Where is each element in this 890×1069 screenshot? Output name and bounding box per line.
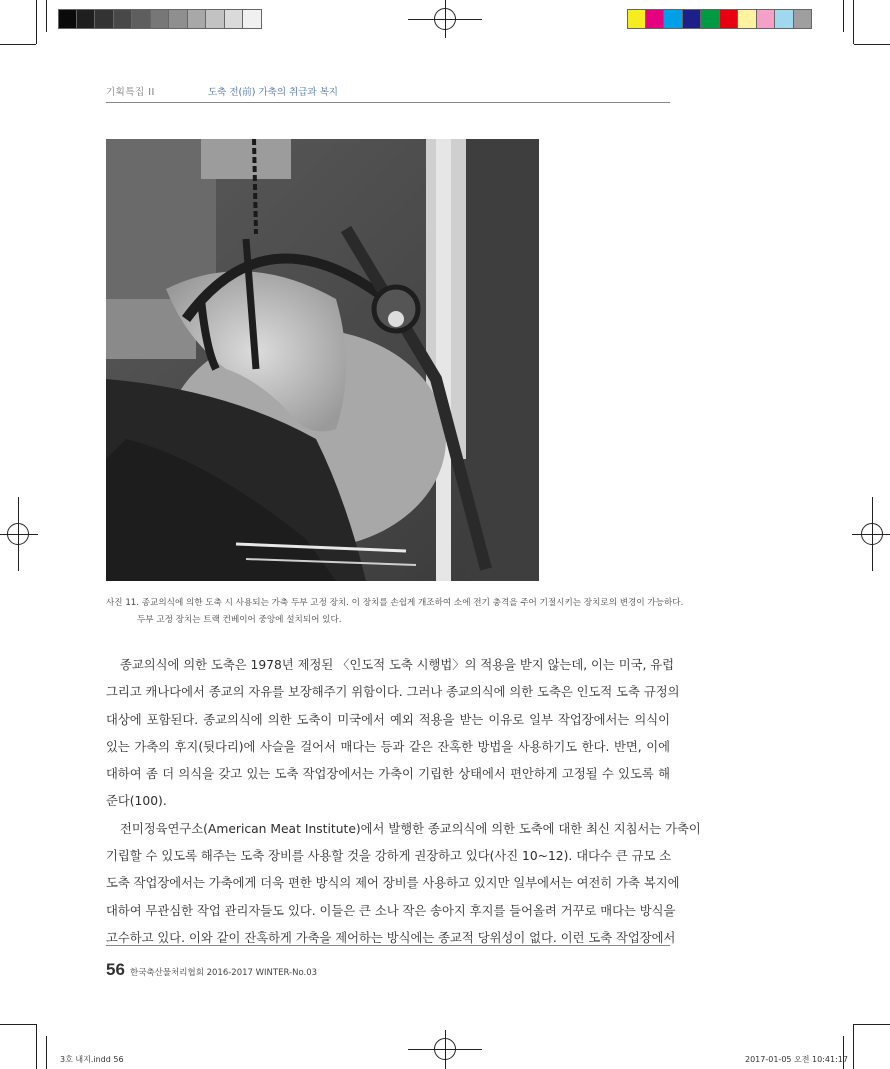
crop-mark-top-right-h: [854, 44, 890, 45]
gray-swatch: [169, 10, 188, 28]
crop-mark-top-left-v: [36, 0, 37, 44]
body-line: 도축 작업장에서는 가축에게 더욱 편한 방식의 제어 장비를 사용하고 있지만 일부에서는 여전히 가축 복지에: [106, 876, 680, 891]
color-swatch: [775, 10, 794, 28]
color-swatch: [738, 10, 757, 28]
publication-info: 한국축산물처리협회 2016-2017 WINTER-No.03: [130, 968, 318, 978]
color-swatch: [683, 10, 702, 28]
gray-swatch: [206, 10, 225, 28]
body-line: 대하여 무관심한 작업 관리자들도 있다. 이들은 큰 소나 작은 송아지 후지를 들어올려 거꾸로 매다는 방식을: [106, 903, 676, 918]
grayscale-color-bar: [58, 9, 262, 29]
crop-mark-top-left-h: [0, 44, 36, 45]
body-line: 고수하고 있다. 이와 같이 잔혹하게 가축을 제어하는 방식에는 종교적 당위성이 없다. 이런 도축 작업장에서: [106, 930, 676, 945]
crop-mark-bottom-left-v: [36, 1024, 37, 1069]
body-line: 대상에 포함된다. 종교의식에 의한 도축이 미국에서 예외 적용을 받는 이유로 일부 작업장에서는 의식이: [106, 712, 670, 727]
crop-mark-bottom-right-v: [853, 1024, 854, 1069]
gray-swatch: [188, 10, 207, 28]
running-title: 도축 전(前) 가축의 취급과 복지: [208, 87, 338, 98]
slug-filename: 3호 내지.indd 56: [60, 1055, 124, 1064]
crop-mark-bottom-left-v2: [46, 1036, 47, 1069]
color-swatch: [701, 10, 720, 28]
cattle-head-restraint-photo: [106, 139, 539, 581]
crop-mark-bottom-left-h: [0, 1024, 36, 1025]
caption-line-2: 두부 고정 장치는 트랙 컨베이어 중앙에 설치되어 있다.: [137, 615, 342, 625]
body-line: 준다(100).: [106, 794, 167, 809]
caption-line-1: 사진 11. 종교의식에 의한 도축 시 사용되는 가축 두부 고정 장치. 이 장치를 손쉽게 개조하여 소에 전기 충격을 주어 기절시키는 장치로의 변경이 가능하다.: [106, 598, 684, 608]
body-line: 전미정육연구소(American Meat Institute)에서 발행한 종교의식에 의한 도축에 대한 최신 지침서는 가축이: [120, 821, 701, 836]
section-label: 기획특집 II: [106, 87, 155, 98]
gray-swatch: [151, 10, 170, 28]
crop-mark-top-left-v2: [46, 0, 47, 32]
crop-mark-top-right-v2: [843, 0, 844, 32]
gray-swatch: [77, 10, 96, 28]
article-body: [106, 652, 701, 952]
body-line: 종교의식에 의한 도축은 1978년 제정된 〈인도적 도축 시행법〉의 적용을 받지 않는데, 이는 미국, 유럽: [120, 658, 675, 672]
gray-swatch: [243, 10, 262, 28]
gray-swatch: [114, 10, 133, 28]
header-divider: [106, 102, 670, 103]
body-line: 있는 가축의 후지(뒷다리)에 사슬을 걸어서 매다는 등과 같은 잔혹한 방법을 사용하기도 한다. 반면, 이에: [106, 739, 670, 754]
color-swatch: [664, 10, 683, 28]
footer-divider: [106, 945, 670, 946]
crop-mark-top-right-v: [853, 0, 854, 44]
gray-swatch: [58, 10, 77, 28]
figure-caption: [106, 595, 686, 629]
color-swatch: [757, 10, 776, 28]
body-line: 기립할 수 있도록 해주는 도축 장비를 사용할 것을 강하게 권장하고 있다(사진 10~12). 대다수 큰 규모 소: [106, 849, 672, 864]
color-swatch: [627, 10, 646, 28]
gray-swatch: [95, 10, 114, 28]
cmyk-color-bar: [627, 9, 812, 29]
slug-timestamp: 2017-01-05 오전 10:41:17: [745, 1055, 848, 1064]
body-line: 그리고 캐나다에서 종교의 자유를 보장해주기 위함이다. 그러나 종교의식에 의한 도축은 인도적 도축 규정의: [106, 685, 680, 700]
page-number: 56: [106, 960, 125, 979]
gray-swatch: [132, 10, 151, 28]
gray-swatch: [225, 10, 244, 28]
color-swatch: [720, 10, 739, 28]
crop-mark-bottom-right-h: [854, 1024, 890, 1025]
color-swatch: [646, 10, 665, 28]
body-line: 대하여 좀 더 의식을 갖고 있는 도축 작업장에서는 가축이 기립한 상태에서 편안하게 고정될 수 있도록 해: [106, 767, 670, 782]
color-swatch: [794, 10, 813, 28]
